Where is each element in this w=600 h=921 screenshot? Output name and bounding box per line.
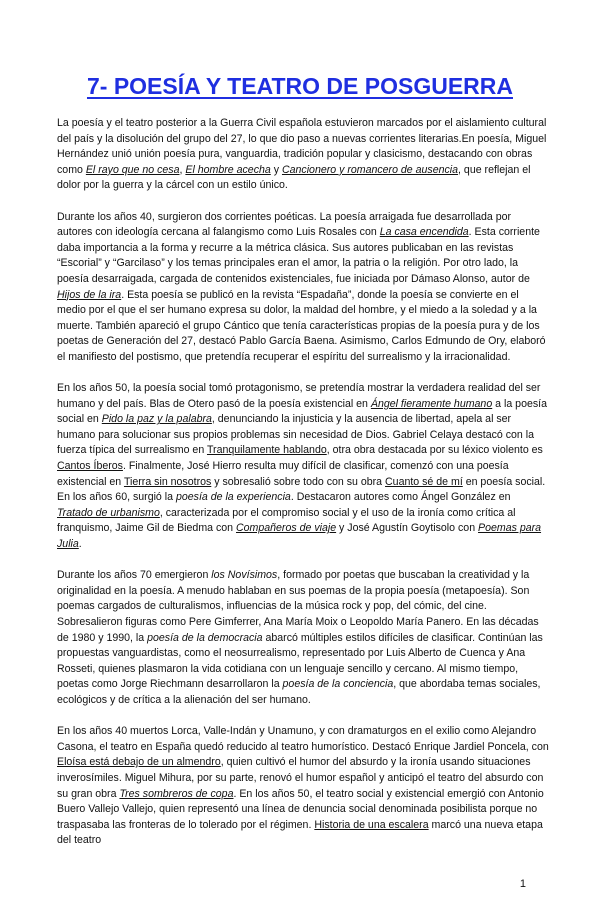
text-segment: . Esta corriente daba importancia a la forma y recurre a la métrica clásica. Sus autores publicaban en las revistas “Escorial” y “Garcilaso” y los temas principales eran el amor, la patria o la religión. Por otro lado, la poesía desarraigada, cargada de contenidos existenciales, fue iniciada por Dámaso Alonso, autor de: [57, 226, 540, 285]
work-title: Ángel fieramente humano: [370, 397, 493, 410]
work-title: poesía de la experiencia: [175, 491, 291, 504]
text-segment: y sobresalió sobre todo con su obra: [211, 475, 386, 488]
work-title: Cuanto sé de mí: [385, 475, 463, 488]
paragraph: [57, 724, 549, 849]
text-segment: . Finalmente, José Hierro resulta muy difícil de clasificar, comenzó con una poesía existencial en: [57, 460, 509, 488]
paragraph: [57, 568, 549, 708]
work-title: El hombre acecha: [185, 163, 271, 176]
text-segment: , otra obra destacada por su léxico violento es: [326, 444, 543, 457]
work-title: Tranquilamente hablando: [206, 444, 327, 457]
text-segment: y: [270, 163, 282, 176]
text-segment: abarcó múltiples estilos difíciles de clasificar. Continúan las propuestas vanguardistas, como el neosurrealismo, representado por Luis Alberto de Cuenca y Ana Rosseti, quienes plasmaron la vida cotidiana con un lenguaje sencillo y cercano. Al mismo tiempo, poetas como Jorge Riechmann desarrollaron la: [57, 631, 543, 691]
work-title: poesía de la democracia: [147, 631, 263, 644]
work-title: Pido la paz y la palabra: [101, 413, 212, 426]
work-title: Tres sombreros de copa: [119, 787, 234, 800]
text-segment: ,: [179, 163, 186, 176]
paragraph: [57, 381, 549, 553]
text-segment: , que reflejan el dolor por la guerra y la cárcel con un estilo único.: [57, 163, 531, 192]
work-title: Tierra sin nosotros: [123, 475, 212, 488]
work-title: Tratado de urbanismo: [57, 506, 160, 519]
text-segment: . Esta poesía se publicó en la revista “Espadaña”, donde la poesía se convierte en el medio por el que el ser humano expresa su dolor, la maldad del hombre, y el miedo a la soledad y a la muerte. También apareció el grupo Cántico que tenía características propias de la poesía pura y de los poetas de Generación del 27, destacó Pablo García Baena. Asimismo, Carlos Edmundo de Ory, elaboró el manifiesto del postismo, que pretendía recuperar el espíritu del surrealismo y la irracionalidad.: [57, 288, 546, 363]
work-title: Eloísa está debajo de un almendro: [57, 756, 221, 769]
text-segment: marcó una nueva etapa del teatro: [57, 818, 543, 847]
work-title: Cancionero y romancero de ausencia: [281, 163, 459, 176]
text-segment: a la poesía social en: [57, 397, 547, 426]
text-segment: . En los años 50, el teatro social y existencial emergió con Antonio Buero Vallejo Vallejo, quien representó una línea de denuncia social denominada posibilista porque no traspasaba las fronteras de lo tolerado por el régimen.: [57, 787, 544, 831]
text-segment: .: [78, 538, 82, 551]
text-segment: , denunciando la injusticia y la ausencia de libertad, apela al ser humano para solucionar sus propios problemas sin necesidad de Dios. Gabriel Celaya destacó con la fuerza típica del surrealismo en: [57, 413, 534, 457]
text-segment: , caracterizada por el compromiso social y el uso de la ironía como crítica al franquismo, Jaime Gil de Biedma con: [57, 506, 516, 535]
work-title: El rayo que no cesa: [85, 163, 180, 176]
text-segment: y José Agustín Goytisolo con: [336, 522, 479, 535]
text-segment: La poesía y el teatro posterior a la Guerra Civil española estuvieron marcados por el aislamiento cultural del país y la disolución del grupo del 27, lo que dio paso a nuevas corrientes literarias.En poesía, Miguel Hernández unió unión poesía pura, vanguardia, tradición popular y clasicismo, destacando con obras como: [57, 117, 547, 176]
work-title: Poemas para Julia: [57, 522, 542, 551]
text-segment: En los años 50, la poesía social tomó protagonismo, se pretendía mostrar la verdadera realidad del ser humano y del país. Blas de Otero pasó de la poesía existencial en: [57, 382, 541, 410]
work-title: Cantos Íberos: [57, 460, 123, 473]
page-title: 7- POESÍA Y TEATRO DE POSGUERRA: [86, 73, 513, 99]
work-title: poesía de la conciencia: [282, 678, 394, 691]
text-segment: Durante los años 40, surgieron dos corrientes poéticas. La poesía arraigada fue desarrollada por autores con ideología cercana al falangismo como Luis Rosales con: [57, 210, 512, 239]
text-segment: . Destacaron autores como Ángel González en: [290, 491, 511, 504]
paragraph: [57, 210, 549, 366]
work-title: Compañeros de viaje: [236, 522, 337, 535]
work-title: los Novísimos: [211, 569, 278, 582]
work-title: La casa encendida: [379, 226, 469, 239]
page-number: 1: [519, 877, 526, 890]
paragraph: [57, 116, 549, 194]
text-segment: en poesía social. En los años 60, surgió la: [57, 475, 546, 504]
document-body: [57, 116, 549, 865]
work-title: Hijos de la ira: [57, 288, 122, 301]
work-title: Historia de una escalera: [314, 818, 429, 831]
text-segment: Durante los años 70 emergieron: [57, 569, 212, 582]
text-segment: , que abordaba temas sociales, ecológicos y de crítica a la alienación del ser humano.: [57, 678, 541, 706]
text-segment: , quien cultivó el humor del absurdo y la ironía usando situaciones inverosímiles. Miguel Mihura, por su parte, renovó el humor español y anticipó el teatro del absurdo con su gran obra: [57, 756, 544, 800]
text-segment: , formado por poetas que buscaban la creatividad y la originalidad en la poesía. A menudo hablaban en sus poemas de la propia poesía (metapoesía). Son poemas cargados de culturalismos, influencias de la música rock y pop, del cómic, del cine. Sobresalieron figuras como Pere Gimferrer, Ana María Moix o Leopoldo María Panero. En las décadas de 1980 y 1990, la: [57, 569, 539, 644]
text-segment: En los años 40 muertos Lorca, Valle-Indán y Unamuno, y con dramaturgos en el exilio como Alejandro Casona, el teatro en España quedó reducido al teatro humorístico. Destacó Enrique Jardiel Poncela, con: [57, 725, 549, 753]
